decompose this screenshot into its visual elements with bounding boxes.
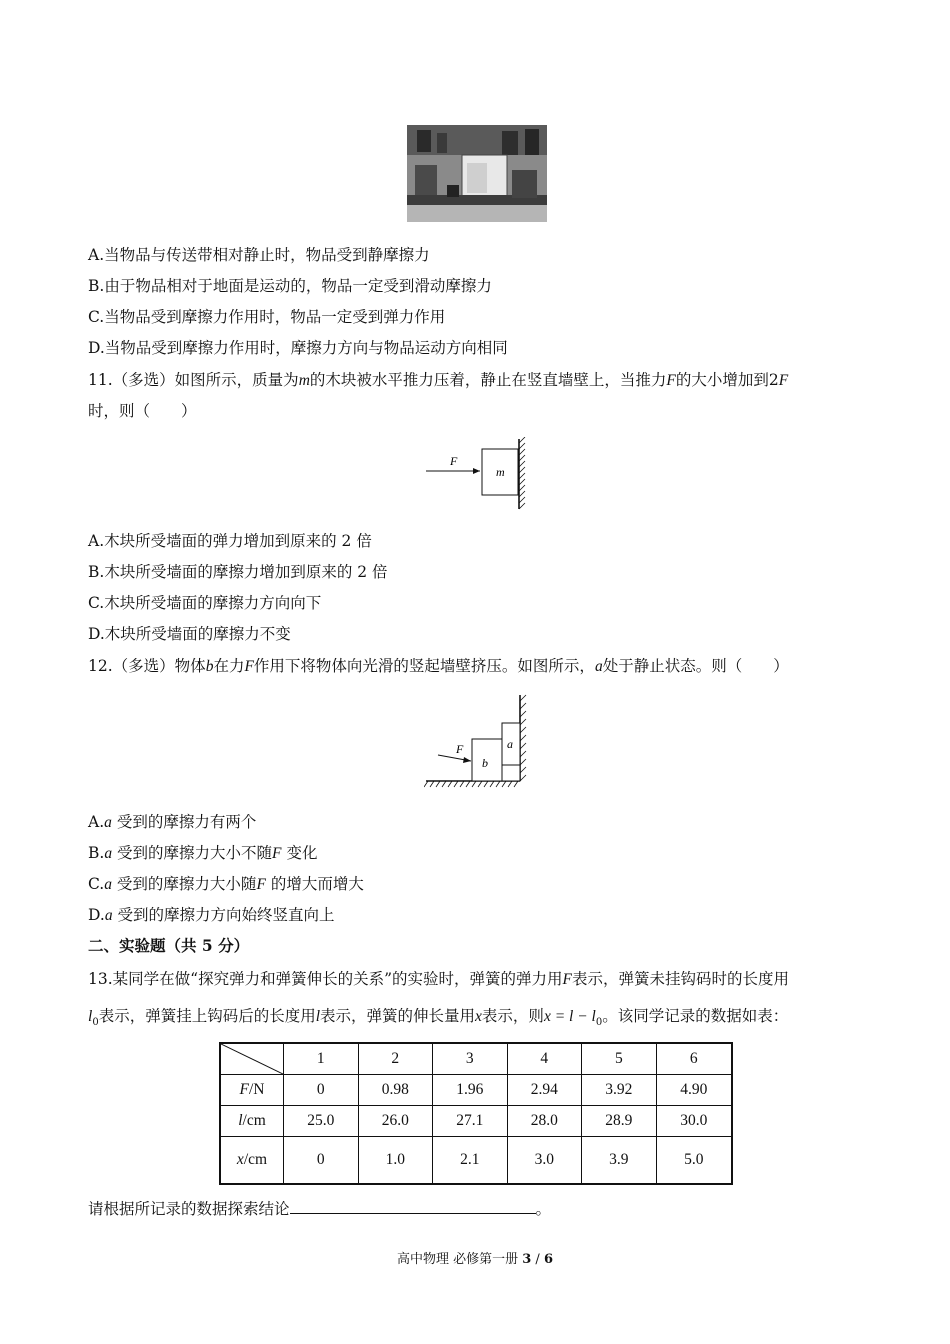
table-cell: 3.92 <box>582 1075 657 1106</box>
table-corner-cell <box>220 1043 284 1075</box>
table-row <box>220 1075 732 1106</box>
q13-stem-line1 <box>88 969 789 990</box>
unit: /cm <box>243 1151 268 1168</box>
table-cell: 0 <box>284 1075 359 1106</box>
q12-number: 12. <box>88 657 113 675</box>
q13-text: 表示，弹簧挂上钩码后的长度用 <box>98 1007 316 1025</box>
option-text: 变化 <box>286 844 318 862</box>
footer-sep: / <box>531 1252 544 1267</box>
option-text: 受到的摩擦力有两个 <box>116 813 257 831</box>
var-a: a <box>594 658 603 675</box>
fig-label-b: b <box>482 756 488 770</box>
wall-hatching <box>519 437 525 509</box>
row-label <box>220 1137 284 1185</box>
q13-text: 。 <box>535 1200 552 1218</box>
security-conveyor-photo <box>407 125 547 222</box>
var-f: F <box>666 372 676 389</box>
table-header: 2 <box>358 1043 433 1075</box>
q11-option-d: D.木块所受墙面的摩擦力不变 <box>88 625 291 643</box>
option-text: 的增大而增大 <box>270 875 364 893</box>
q13-text: 表示，弹簧未挂钩码时的长度用 <box>571 970 789 988</box>
section-score: 5 <box>201 936 213 955</box>
fig-label-a: a <box>507 737 513 751</box>
q11-stem-line1 <box>88 370 788 391</box>
table-cell: 2.1 <box>433 1137 508 1185</box>
q12-option-d <box>88 905 335 926</box>
section-title <box>88 936 249 956</box>
ground-hatching <box>424 781 518 787</box>
table-cell: 2.94 <box>507 1075 582 1106</box>
table-header: 6 <box>656 1043 732 1075</box>
page-footer <box>0 1248 950 1267</box>
var-a: a <box>104 907 113 924</box>
var-l0: l <box>88 1008 93 1025</box>
var-f: F <box>239 1081 249 1098</box>
q11-text: 的木块被水平推力压着，静止在竖直墙壁上，当推力 <box>309 371 667 389</box>
q13-stem-line2 <box>88 1006 788 1033</box>
diagonal-line <box>221 1044 283 1074</box>
table-cell: 1.0 <box>358 1137 433 1185</box>
q12-text: 物体 <box>174 657 206 675</box>
table-cell: 28.0 <box>507 1106 582 1137</box>
q12-blocks-wall-figure <box>424 693 534 793</box>
footer-subject: 高中物理 必修第一册 <box>396 1252 523 1267</box>
var-m: m <box>298 372 310 389</box>
q11-option-a: A.木块所受墙面的弹力增加到原来的 2 倍 <box>88 532 372 550</box>
q12-option-b <box>88 843 317 864</box>
var-l: l <box>238 1112 243 1129</box>
q12-text: 在力 <box>213 657 245 675</box>
var-a: a <box>104 814 112 831</box>
table-header: 5 <box>582 1043 657 1075</box>
fig-label-m: m <box>496 465 505 479</box>
q13-text: 表示，则 <box>481 1007 544 1025</box>
q12-stem <box>88 656 789 677</box>
option-prefix: C. <box>88 875 105 893</box>
q11-number: 11. <box>88 371 113 389</box>
q13-text: 。该同学记录的数据如表： <box>602 1007 789 1025</box>
table-cell: 0 <box>284 1137 359 1185</box>
q13-text: 13.某同学在做“探究弹力和弹簧伸长的关系”的实验时，弹簧的弹力用 <box>88 970 563 988</box>
table-row <box>220 1106 732 1137</box>
q11-text: 2 <box>768 371 779 389</box>
var-l: l <box>315 1008 321 1025</box>
unit: /cm <box>242 1112 266 1129</box>
q10-option-d: D.当物品受到摩擦力作用时，摩擦力方向与物品运动方向相同 <box>88 339 508 357</box>
table-cell: 28.9 <box>582 1106 657 1137</box>
q12-option-a <box>88 812 256 833</box>
table-row <box>220 1137 732 1185</box>
var-a: a <box>104 845 113 862</box>
unit: /N <box>248 1081 265 1098</box>
table-cell: 25.0 <box>284 1106 359 1137</box>
table-cell: 1.96 <box>433 1075 508 1106</box>
q11-stem-line2: 时，则（ ） <box>88 402 197 420</box>
var-a: a <box>104 876 112 893</box>
q11-text: 的大小增加到 <box>675 371 769 389</box>
q12-tag: （多选） <box>112 657 175 675</box>
option-text: 受到的摩擦力大小不随 <box>117 844 273 862</box>
subscript: 0 <box>595 1017 603 1029</box>
q12-option-c <box>88 874 364 895</box>
page-number: 3 <box>522 1252 532 1267</box>
fig-label-f: F <box>450 454 458 468</box>
answer-blank[interactable] <box>290 1198 536 1214</box>
q11-text: 如图所示，质量为 <box>174 371 299 389</box>
var-x: x <box>475 1008 482 1025</box>
option-text: 受到的摩擦力大小随 <box>116 875 257 893</box>
var-f: F <box>256 876 266 893</box>
subscript: 0 <box>92 1017 99 1029</box>
option-prefix: A. <box>88 813 105 831</box>
var-f: F <box>272 845 282 862</box>
q13-text: 表示，弹簧的伸长量用 <box>320 1007 476 1025</box>
q12-text: 作用下将物体向光滑的竖起墙壁挤压。如图所示， <box>253 657 595 675</box>
table-cell: 0.98 <box>358 1075 433 1106</box>
q11-block-wall-figure <box>420 437 530 513</box>
fig-label-f: F <box>456 742 464 756</box>
var-f: F <box>778 372 789 389</box>
table-header: 4 <box>507 1043 582 1075</box>
var-b: b <box>205 658 214 675</box>
q13-text: 请根据所记录的数据探索结论 <box>88 1200 290 1218</box>
table-cell: 30.0 <box>656 1106 732 1137</box>
data-table <box>219 1042 733 1185</box>
table-cell: 3.9 <box>582 1137 657 1185</box>
q11-option-c: C.木块所受墙面的摩擦力方向向下 <box>88 594 322 612</box>
section-title-text: 分） <box>212 936 250 955</box>
option-prefix: B. <box>88 844 105 862</box>
var-f: F <box>562 971 572 988</box>
section-title-text: 二、实验题（共 <box>88 936 202 955</box>
table-cell: 3.0 <box>507 1137 582 1185</box>
var-x: x <box>236 1151 244 1168</box>
q10-option-b: B.由于物品相对于地面是运动的，物品一定受到滑动摩擦力 <box>88 277 492 295</box>
table-cell: 4.90 <box>656 1075 732 1106</box>
table-cell: 5.0 <box>656 1137 732 1185</box>
var-f: F <box>244 658 254 675</box>
q13-conclusion <box>88 1198 551 1219</box>
table-cell: 27.1 <box>433 1106 508 1137</box>
q11-option-b: B.木块所受墙面的摩擦力增加到原来的 2 倍 <box>88 563 388 581</box>
row-label <box>220 1075 284 1106</box>
q10-option-c: C.当物品受到摩擦力作用时，物品一定受到弹力作用 <box>88 308 446 326</box>
option-prefix: D. <box>88 906 105 924</box>
q10-option-a: A.当物品与传送带相对静止时，物品受到静摩擦力 <box>88 246 430 264</box>
wall-hatching <box>520 695 526 781</box>
table-header: 3 <box>433 1043 508 1075</box>
table-cell: 26.0 <box>358 1106 433 1137</box>
table-header: 1 <box>284 1043 359 1075</box>
q11-tag: （多选） <box>112 371 175 389</box>
row-label <box>220 1106 284 1137</box>
table-header-row <box>220 1043 732 1075</box>
option-text: 受到的摩擦力方向始终竖直向上 <box>117 906 335 924</box>
formula: x = l − l <box>543 1008 596 1025</box>
page-total: 6 <box>543 1252 553 1267</box>
q12-text: 处于静止状态。则（ ） <box>602 657 789 675</box>
